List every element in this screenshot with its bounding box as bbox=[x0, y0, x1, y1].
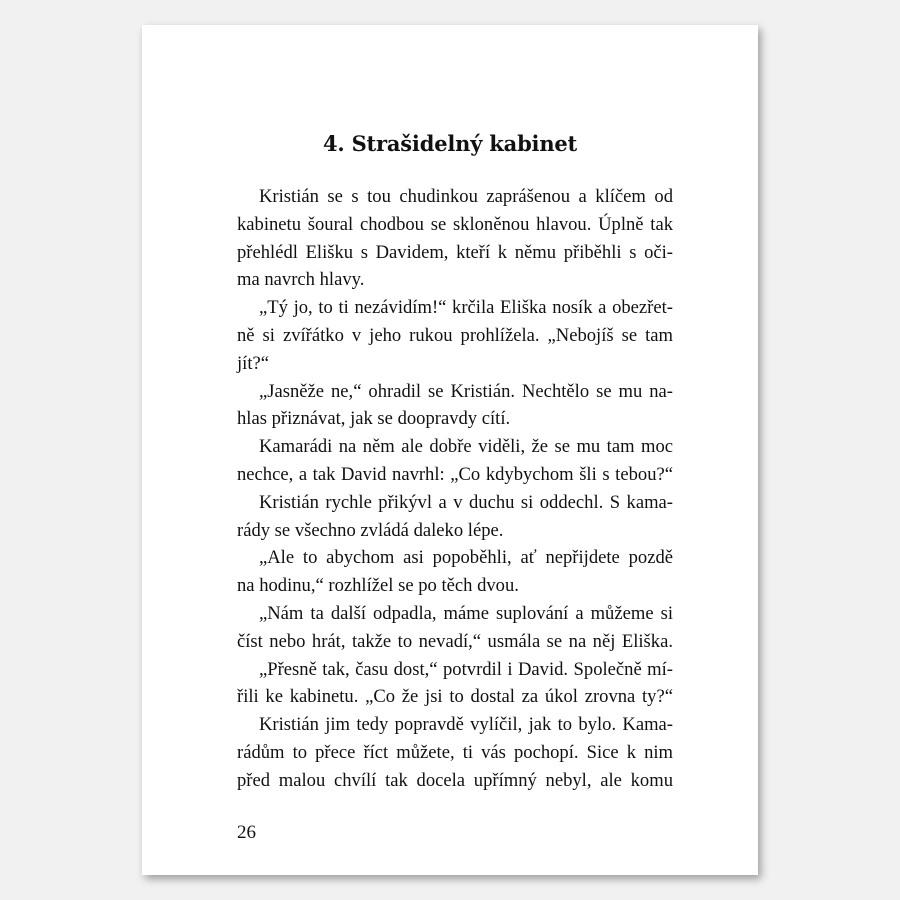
text-line: číst nebo hrát, takže to nevadí,“ usmála se na něj Eliška. bbox=[237, 630, 673, 652]
text-line: ně si zvířátko v jeho rukou prohlížela. „Nebojíš se tam bbox=[237, 324, 673, 346]
text-line: „Tý jo, to ti nezávidím!“ krčila Eliška nosík a obezřet- bbox=[259, 297, 673, 319]
chapter-title: 4. Strašidelný kabinet bbox=[322, 131, 578, 156]
text-line: nechce, a tak David navrhl: „Co kdybychom šli s tebou?“ bbox=[237, 463, 673, 485]
text-line: „Nám ta další odpadla, máme suplování a můžeme si bbox=[259, 602, 673, 624]
paragraph bbox=[237, 378, 673, 434]
text-line: před malou chvílí tak docela upřímný nebyl, ale komu bbox=[237, 769, 673, 791]
text-line: „Přesně tak, času dost,“ potvrdil i David. Společně mí- bbox=[259, 658, 673, 680]
text-line: hlas přiznávat, jak se doopravdy cítí. bbox=[237, 408, 511, 430]
text-line: „Ale to abychom asi popoběhli, ať nepřijdete pozdě bbox=[259, 547, 673, 569]
paragraph bbox=[237, 294, 673, 377]
text-line: Kristián se s tou chudinkou zaprášenou a klíčem od bbox=[259, 186, 673, 207]
paragraph bbox=[237, 656, 673, 712]
text-line: ma navrch hlavy. bbox=[237, 269, 365, 291]
paragraph bbox=[237, 600, 673, 656]
text-line: Kristián rychle přikývl a v duchu si oddechl. S kama- bbox=[259, 491, 673, 513]
text-line: jít?“ bbox=[237, 352, 270, 374]
text-line: Kristián jim tedy popravdě vylíčil, jak to bylo. Kama- bbox=[259, 714, 673, 736]
paragraph bbox=[237, 711, 673, 794]
text-line: přehlédl Elišku s Davidem, kteří k němu přiběhli s oči- bbox=[237, 241, 673, 263]
book-page bbox=[142, 25, 758, 875]
page-number: 26 bbox=[237, 822, 256, 843]
paragraph bbox=[237, 433, 673, 489]
paragraph bbox=[237, 544, 673, 600]
text-line: na hodinu,“ rozhlížel se po těch dvou. bbox=[237, 575, 519, 597]
text-line: řili ke kabinetu. „Co že jsi to dostal za úkol zrovna ty?“ bbox=[237, 686, 673, 708]
paragraph bbox=[237, 489, 673, 545]
text-line: „Jasněže ne,“ ohradil se Kristián. Nechtělo se mu na- bbox=[259, 380, 673, 402]
paragraph bbox=[237, 183, 673, 294]
text-line: rády se všechno zvládá daleko lépe. bbox=[237, 519, 504, 541]
text-line: rádům to přece říct můžete, ti vás pochopí. Sice k nim bbox=[237, 741, 673, 763]
chapter-text bbox=[237, 183, 673, 795]
text-line: kabinetu šoural chodbou se skloněnou hlavou. Úplně tak bbox=[237, 213, 673, 235]
text-line: Kamarádi na něm ale dobře viděli, že se mu tam moc bbox=[259, 436, 673, 458]
